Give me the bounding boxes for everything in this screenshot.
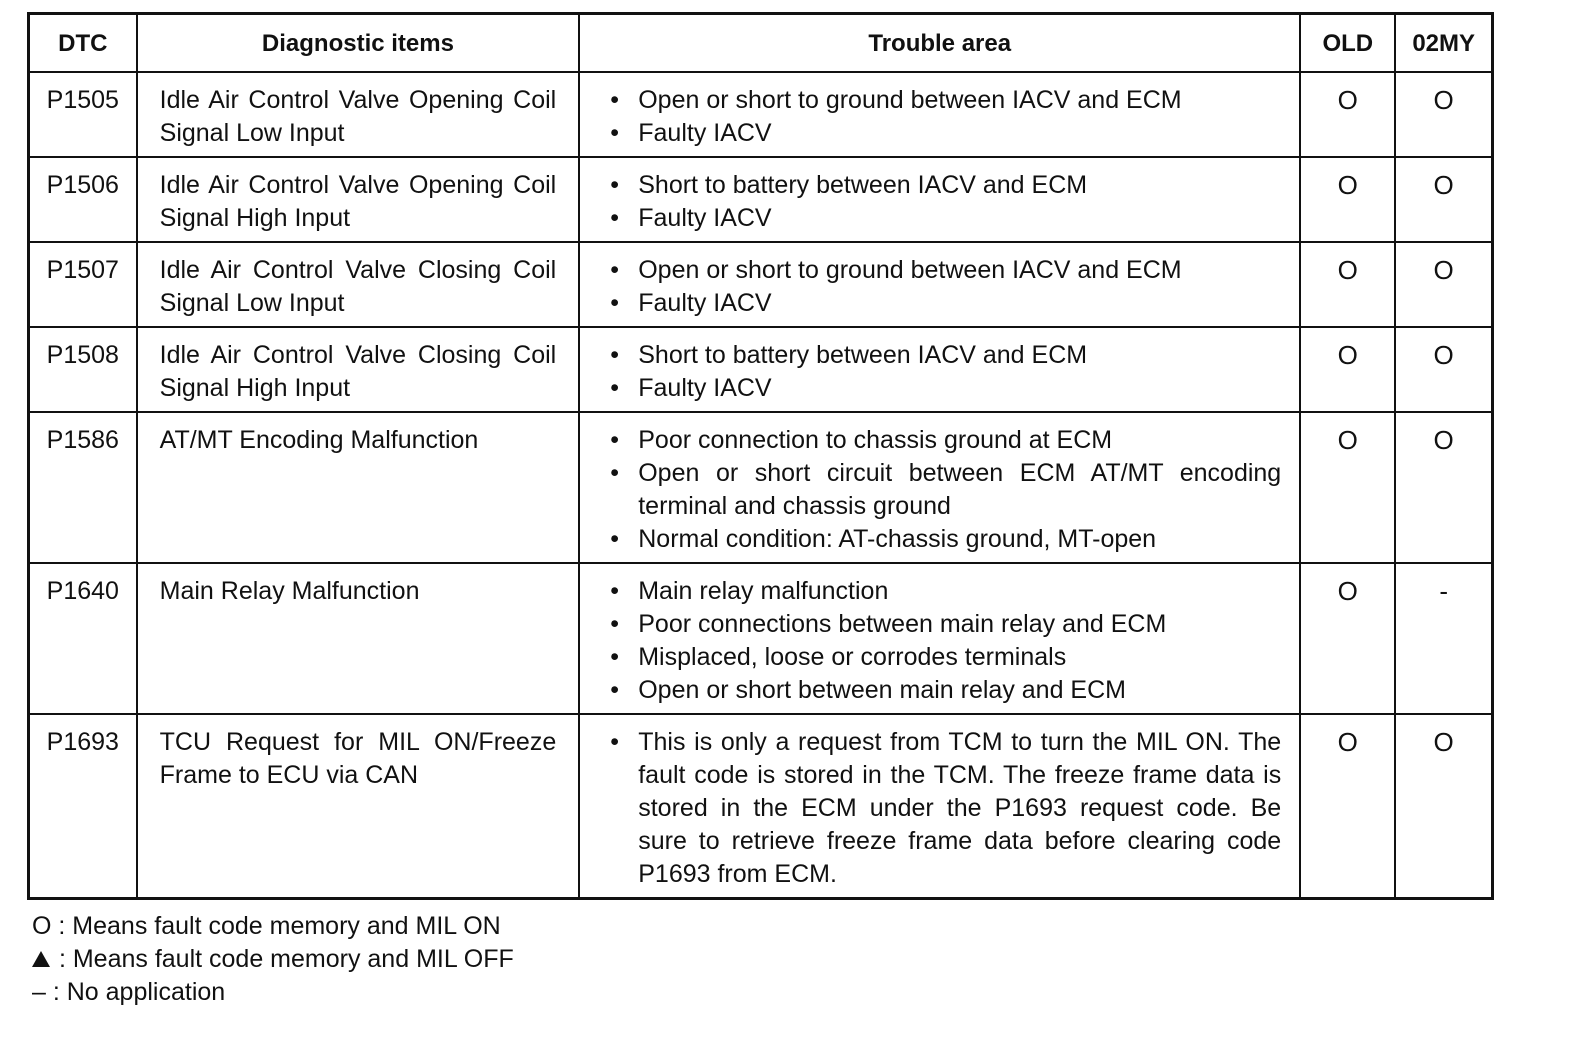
trouble-list [610, 575, 1281, 707]
trouble-item: • Short to battery between IACV and ECM [638, 339, 1281, 372]
table-row [29, 157, 1493, 242]
diagnostic-item: Idle Air Control Valve Opening Coil Signal High Input [137, 157, 580, 242]
table-row [29, 327, 1493, 412]
trouble-item: • Faulty IACV [638, 287, 1281, 320]
diagnostic-item: Idle Air Control Valve Closing Coil Signal Low Input [137, 242, 580, 327]
diagnostic-item: TCU Request for MIL ON/Freeze Frame to ECU via CAN [137, 714, 580, 899]
trouble-area [579, 157, 1300, 242]
table-row [29, 242, 1493, 327]
trouble-list [610, 254, 1281, 320]
02my-mark: O [1395, 242, 1492, 327]
trouble-list [610, 84, 1281, 150]
trouble-list [610, 726, 1281, 891]
old-mark: O [1300, 563, 1395, 714]
trouble-item: • Short to battery between IACV and ECM [638, 169, 1281, 202]
header-dtc: DTC [29, 14, 137, 73]
table-row [29, 563, 1493, 714]
dtc-code: P1586 [29, 412, 137, 563]
02my-mark: O [1395, 157, 1492, 242]
trouble-list [610, 424, 1281, 556]
dtc-code: P1506 [29, 157, 137, 242]
trouble-item: • Normal condition: AT-chassis ground, MT-open [638, 523, 1281, 556]
legend [32, 910, 514, 1009]
trouble-item: • Open or short circuit between ECM AT/MT encoding terminal and chassis ground [638, 457, 1281, 523]
02my-mark: O [1395, 714, 1492, 899]
dash-symbol: – [32, 978, 46, 1006]
trouble-item: • Faulty IACV [638, 372, 1281, 405]
table-header [29, 14, 1493, 73]
02my-mark: O [1395, 72, 1492, 157]
trouble-area [579, 412, 1300, 563]
dtc-code: P1508 [29, 327, 137, 412]
trouble-item: • Poor connection to chassis ground at ECM [638, 424, 1281, 457]
legend-dash [32, 976, 514, 1009]
trouble-area [579, 714, 1300, 899]
legend-dash-text: : No application [45, 978, 226, 1006]
old-mark: O [1300, 72, 1395, 157]
trouble-item: • Main relay malfunction [638, 575, 1281, 608]
legend-triangle [32, 943, 514, 976]
trouble-area [579, 72, 1300, 157]
header-old: OLD [1300, 14, 1395, 73]
trouble-item: • Open or short to ground between IACV and ECM [638, 254, 1281, 287]
diagnostic-item: Idle Air Control Valve Opening Coil Signal Low Input [137, 72, 580, 157]
trouble-item: • This is only a request from TCM to turn the MIL ON. The fault code is stored in the TCM. The freeze frame data is stored in the ECM under the P1693 request code. Be sure to retrieve freeze frame data before clearing code P1693 from ECM. [638, 726, 1281, 891]
old-mark: O [1300, 242, 1395, 327]
trouble-item: • Misplaced, loose or corrodes terminals [638, 641, 1281, 674]
circle-symbol: O [32, 912, 52, 940]
trouble-list [610, 169, 1281, 235]
trouble-area [579, 563, 1300, 714]
triangle-icon [32, 951, 50, 967]
trouble-item: • Poor connections between main relay and ECM [638, 608, 1281, 641]
dtc-code: P1640 [29, 563, 137, 714]
02my-mark: O [1395, 412, 1492, 563]
02my-mark: O [1395, 327, 1492, 412]
trouble-item: • Open or short to ground between IACV and ECM [638, 84, 1281, 117]
02my-mark: - [1395, 563, 1492, 714]
diagnostic-item: Idle Air Control Valve Closing Coil Signal High Input [137, 327, 580, 412]
trouble-item: • Faulty IACV [638, 117, 1281, 150]
table-row [29, 72, 1493, 157]
legend-circle-text: : Means fault code memory and MIL ON [51, 912, 501, 940]
old-mark: O [1300, 714, 1395, 899]
old-mark: O [1300, 157, 1395, 242]
dtc-code: P1693 [29, 714, 137, 899]
trouble-area [579, 242, 1300, 327]
legend-circle [32, 910, 514, 943]
table-row [29, 714, 1493, 899]
header-diagnostic-items: Diagnostic items [137, 14, 580, 73]
dtc-table [27, 12, 1494, 900]
table-row [29, 412, 1493, 563]
dtc-code: P1505 [29, 72, 137, 157]
trouble-area [579, 327, 1300, 412]
trouble-item: • Faulty IACV [638, 202, 1281, 235]
header-02my: 02MY [1395, 14, 1492, 73]
trouble-item: • Open or short between main relay and ECM [638, 674, 1281, 707]
legend-triangle-text: : Means fault code memory and MIL OFF [52, 945, 514, 973]
dtc-code: P1507 [29, 242, 137, 327]
trouble-list [610, 339, 1281, 405]
header-row [29, 14, 1493, 73]
header-trouble-area: Trouble area [579, 14, 1300, 73]
old-mark: O [1300, 412, 1395, 563]
old-mark: O [1300, 327, 1395, 412]
table-body [29, 72, 1493, 899]
diagnostic-item: AT/MT Encoding Malfunction [137, 412, 580, 563]
diagnostic-item: Main Relay Malfunction [137, 563, 580, 714]
